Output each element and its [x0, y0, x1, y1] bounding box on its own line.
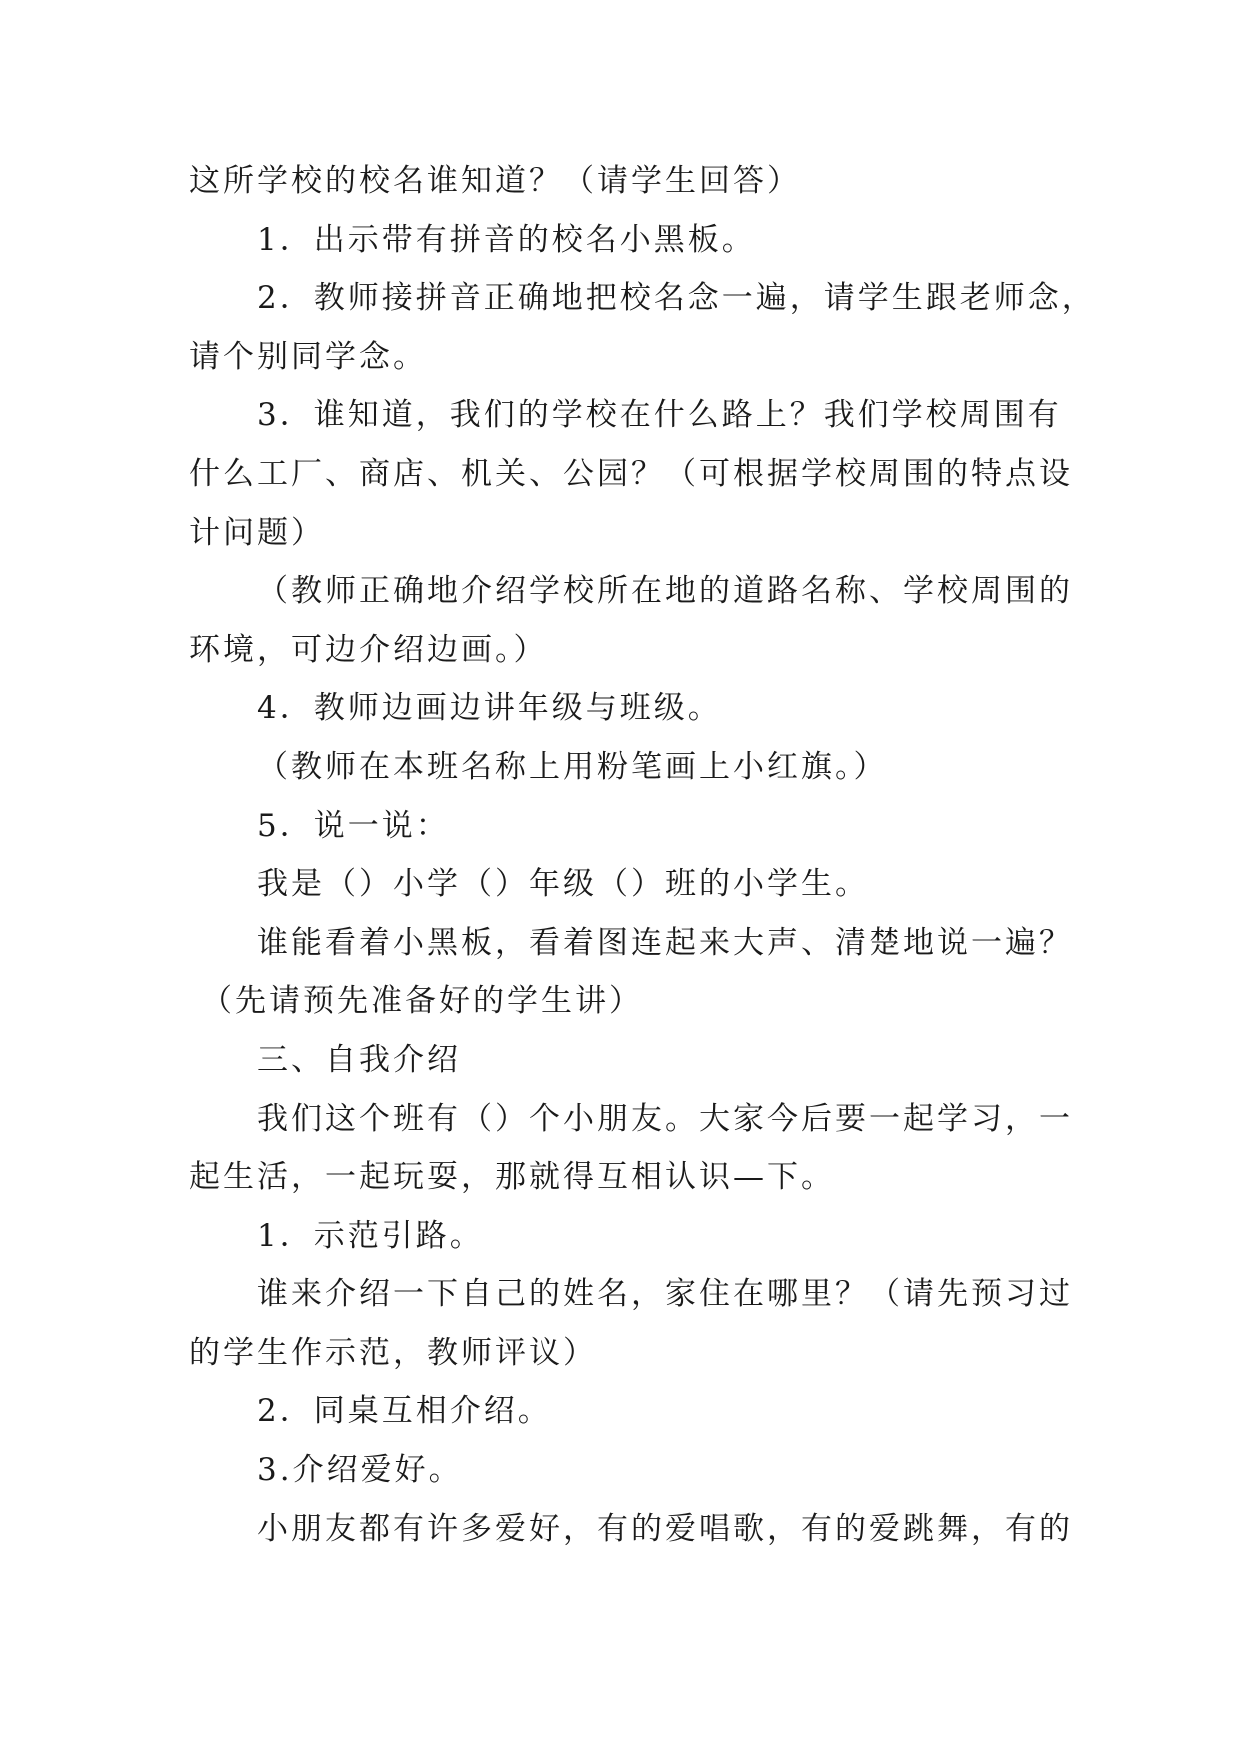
section-heading: 三、自我介绍 — [257, 1041, 461, 1078]
paragraph-line: 2．教师接拼音正确地把校名念一遍，请学生跟老师念， — [257, 280, 1096, 317]
paragraph-line: 4．教师边画边讲年级与班级。 — [257, 690, 722, 727]
paragraph-line: 我们这个班有（）个小朋友。大家今后要一起学习，一 — [257, 1100, 1073, 1137]
paragraph-line: 这所学校的校名谁知道？（请学生回答） — [189, 163, 801, 199]
paragraph-line: 我是（）小学（）年级（）班的小学生。 — [257, 866, 869, 903]
paragraph-line: 环境，可边介绍边画。） — [189, 631, 548, 668]
paragraph-line: 的学生作示范，教师评议） — [189, 1334, 597, 1371]
paragraph-line: 1．示范引路。 — [257, 1217, 484, 1254]
paragraph-line: 3．谁知道，我们的学校在什么路上？我们学校周围有 — [257, 397, 1062, 434]
paragraph-line: 什么工厂、商店、机关、公园？（可根据学校周围的特点设 — [189, 455, 1073, 492]
paragraph-line: 谁来介绍一下自己的姓名，家住在哪里？（请先预习过 — [257, 1276, 1073, 1313]
paragraph-line: 计问题） — [189, 514, 325, 551]
paragraph-line: 起生活，一起玩耍，那就得互相认识—下。 — [189, 1159, 835, 1196]
paragraph-line: 小朋友都有许多爱好，有的爱唱歌，有的爱跳舞，有的 — [257, 1510, 1073, 1547]
paragraph-line: 5．说一说： — [257, 807, 450, 844]
paragraph-line: （教师正确地介绍学校所在地的道路名称、学校周围的 — [257, 573, 1073, 610]
paragraph-line: 1．出示带有拼音的校名小黑板。 — [257, 221, 756, 258]
paragraph-line: 谁能看着小黑板，看着图连起来大声、清楚地说一遍？ — [257, 924, 1073, 961]
paragraph-line: （教师在本班名称上用粉笔画上小红旗。） — [257, 748, 888, 785]
document-body — [189, 152, 1096, 1558]
paragraph-line: 2．同桌互相介绍。 — [257, 1393, 552, 1430]
paragraph-line: 请个别同学念。 — [189, 338, 427, 375]
paragraph-line: （先请预先准备好的学生讲） — [201, 983, 643, 1020]
paragraph-line: 3.介绍爱好。 — [257, 1452, 463, 1489]
